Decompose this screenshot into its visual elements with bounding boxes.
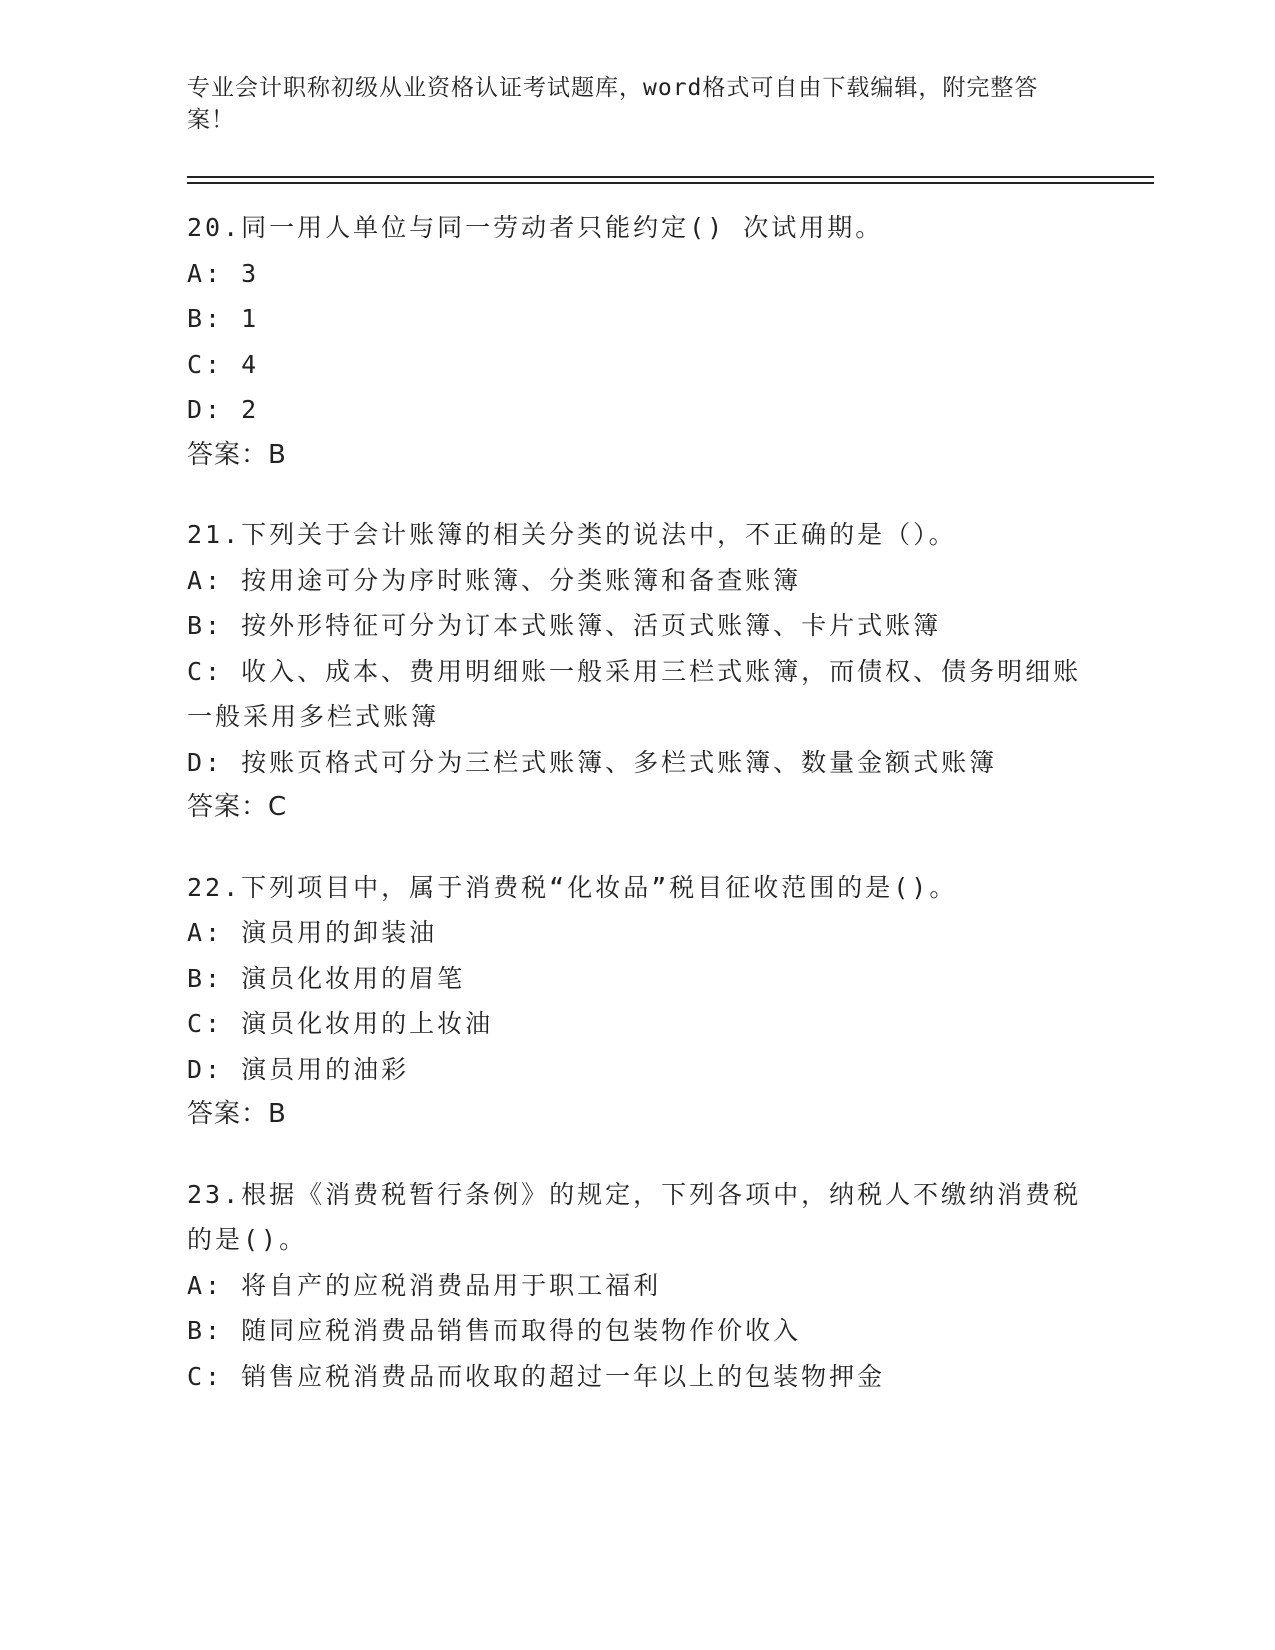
option-d: D: 演员用的油彩 xyxy=(187,1054,410,1084)
header-divider-top xyxy=(187,176,1154,178)
option-b: B: 按外形特征可分为订本式账簿、活页式账簿、卡片式账簿 xyxy=(187,611,942,640)
question-23 xyxy=(187,1172,1087,1400)
option-b: B: 演员化妆用的眉笔 xyxy=(187,963,466,993)
question-list xyxy=(187,205,1087,1433)
question-22 xyxy=(187,865,1087,1138)
header-divider-bottom xyxy=(187,182,1154,184)
document-header: 专业会计职称初级从业资格认证考试题库，word格式可自由下载编辑，附完整答案！ xyxy=(187,75,1039,133)
answer-line: 答案：B xyxy=(187,439,287,470)
option-a: A: 演员用的卸装油 xyxy=(187,918,438,947)
option-b: B: 1 xyxy=(187,304,260,333)
question-21 xyxy=(187,512,1087,831)
question-title: 22.下列项目中，属于消费税“化妆品”税目征收范围的是()。 xyxy=(187,872,958,902)
option-d: D: 按账页格式可分为三栏式账簿、多栏式账簿、数量金额式账簿 xyxy=(187,747,998,777)
question-title: 23.根据《消费税暂行条例》的规定，下列各项中，纳税人不缴纳消费税的是()。 xyxy=(187,1179,1082,1254)
option-c: C: 销售应税消费品而收取的超过一年以上的包装物押金 xyxy=(187,1361,886,1391)
option-a: A: 将自产的应税消费品用于职工福利 xyxy=(187,1270,662,1300)
option-c: C: 收入、成本、费用明细账一般采用三栏式账簿，而债权、债务明细账一般采用多栏式账簿 xyxy=(187,656,1082,731)
answer-line: 答案：C xyxy=(187,792,288,822)
option-c: C: 4 xyxy=(187,349,260,379)
option-a: A: 3 xyxy=(187,258,260,288)
option-c: C: 演员化妆用的上妆油 xyxy=(187,1009,494,1038)
answer-line: 答案：B xyxy=(187,1099,287,1129)
option-d: D: 2 xyxy=(187,395,260,424)
question-title: 20.同一用人单位与同一劳动者只能约定() 次试用期。 xyxy=(187,213,884,242)
option-a: A: 按用途可分为序时账簿、分类账簿和备查账簿 xyxy=(187,565,802,595)
option-b: B: 随同应税消费品销售而取得的包装物作价收入 xyxy=(187,1316,802,1345)
question-20 xyxy=(187,205,1087,478)
question-title: 21.下列关于会计账簿的相关分类的说法中，不正确的是（）。 xyxy=(187,520,957,549)
